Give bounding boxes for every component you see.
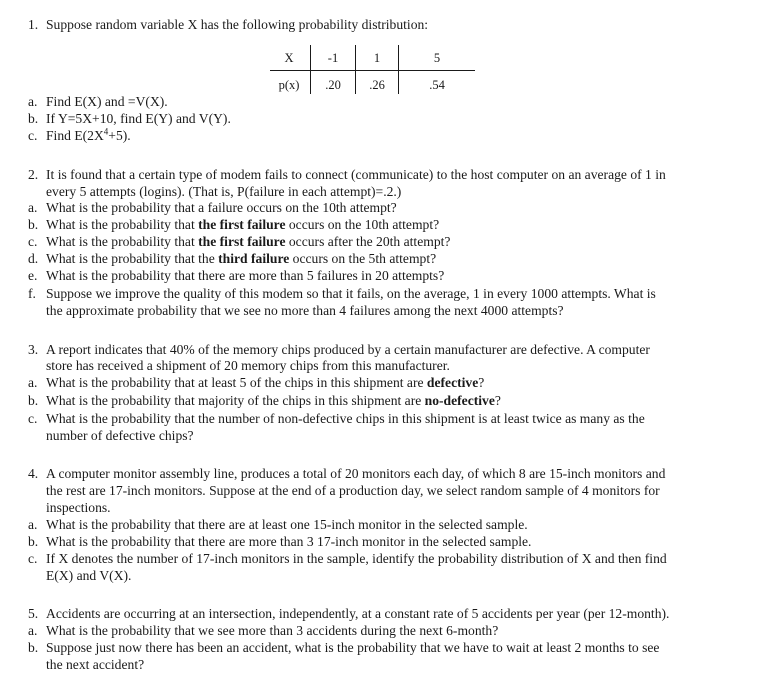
- part-letter: e.: [28, 268, 38, 283]
- part-letter: f.: [28, 286, 36, 301]
- part-letter: b.: [28, 111, 39, 126]
- problem-stem-line: store has received a shipment of 20 memory chips from this manufacturer.: [46, 358, 450, 373]
- table-cell-x: -1: [327, 51, 339, 65]
- part-text-bold: the first failure: [198, 217, 286, 232]
- problem-stem-line: A report indicates that 40% of the memory chips produced by a certain manufacturer are defective. A computer: [46, 342, 650, 357]
- part-text: [46, 234, 726, 251]
- table-row-label-p: p(x): [278, 78, 300, 92]
- part-text: Find E(X) and =V(X).: [46, 94, 168, 109]
- part-text: [46, 393, 726, 410]
- part-text-pre: What is the probability that: [46, 217, 199, 232]
- part-text-post: occurs on the 5th attempt?: [289, 251, 437, 266]
- part-text-line: Suppose just now there has been an accident, what is the probability that we have to wait at least 2 months to see: [46, 640, 660, 655]
- part-text: What is the probability that we see more than 3 accidents during the next 6-month?: [46, 623, 499, 638]
- table-cell-p: .54: [429, 78, 445, 92]
- problem-number: 4.: [28, 466, 39, 481]
- part-letter: b.: [28, 640, 39, 655]
- part-text-bold: the first failure: [198, 234, 286, 249]
- part-text: [46, 251, 726, 268]
- part-text-bold: third failure: [218, 251, 290, 266]
- part-text-line: the next accident?: [46, 657, 145, 672]
- table-cell-p: .26: [369, 78, 385, 92]
- problem-stem-line: the rest are 17-inch monitors. Suppose at the end of a production day, we select random sample of 4 monitors for: [46, 483, 660, 498]
- part-text-pre: What is the probability that majority of the chips in this shipment are: [46, 393, 425, 408]
- problem-number: 1.: [28, 17, 39, 32]
- part-letter: b.: [28, 393, 39, 408]
- part-letter: a.: [28, 517, 38, 532]
- part-text-post: occurs on the 10th attempt?: [285, 217, 440, 232]
- part-text-post: ?: [478, 375, 485, 390]
- problem-stem-line: It is found that a certain type of modem fails to connect (communicate) to the host computer on an average of 1 in: [46, 167, 666, 182]
- part-text-post: occurs after the 20th attempt?: [285, 234, 451, 249]
- table-row-label-x: X: [284, 51, 294, 65]
- part-text-post: ?: [494, 393, 501, 408]
- problem-number: 5.: [28, 606, 39, 621]
- table-header-rule: [270, 70, 475, 71]
- part-text-pre: What is the probability that: [46, 234, 199, 249]
- part-letter: c.: [28, 551, 38, 566]
- superscript-exponent: 4: [103, 126, 109, 137]
- part-text: [46, 217, 726, 234]
- problem-stem-line: A computer monitor assembly line, produces a total of 20 monitors each day, of which 8 are 15-inch monitors and: [46, 466, 666, 481]
- problem-number: 2.: [28, 167, 39, 182]
- problem-number: 3.: [28, 342, 39, 357]
- part-text: What is the probability that there are more than 3 17-inch monitor in the selected sample.: [46, 534, 532, 549]
- part-letter: a.: [28, 94, 38, 109]
- problem-stem: Accidents are occurring at an intersection, independently, at a constant rate of 5 accidents per year (per 12-month).: [46, 606, 670, 621]
- part-text-post: +5).: [108, 128, 131, 143]
- part-text: What is the probability that a failure occurs on the 10th attempt?: [46, 200, 397, 215]
- part-text-bold: defective: [426, 375, 479, 390]
- table-cell-x: 5: [433, 51, 441, 65]
- table-cell-x: 1: [373, 51, 381, 65]
- part-text-line: the approximate probability that we see no more than 4 failures among the next 4000 attempts?: [46, 303, 564, 318]
- part-text: If Y=5X+10, find E(Y) and V(Y).: [46, 111, 231, 126]
- part-letter: c.: [28, 411, 38, 426]
- part-letter: a.: [28, 375, 38, 390]
- part-letter: a.: [28, 200, 38, 215]
- part-text-line: E(X) and V(X).: [46, 568, 132, 583]
- part-text-line: What is the probability that the number of non-defective chips in this shipment is at least twice as many as the: [46, 411, 645, 426]
- problem-stem-line: inspections.: [46, 500, 111, 515]
- probability-table: [270, 44, 475, 94]
- part-text: What is the probability that there are more than 5 failures in 20 attempts?: [46, 268, 445, 283]
- part-letter: b.: [28, 217, 39, 232]
- part-text-line: number of defective chips?: [46, 428, 194, 443]
- part-text-line: If X denotes the number of 17-inch monitors in the sample, identify the probability distribution of X and then find: [46, 551, 667, 566]
- part-letter: d.: [28, 251, 39, 266]
- part-text: What is the probability that there are at least one 15-inch monitor in the selected sample.: [46, 517, 528, 532]
- part-letter: c.: [28, 128, 38, 143]
- problem-stem: Suppose random variable X has the following probability distribution:: [46, 17, 429, 32]
- problem-stem-line: every 5 attempts (logins). (That is, P(failure in each attempt)=.2.): [46, 184, 402, 199]
- part-text-bold: no-defective: [424, 393, 495, 408]
- part-letter: c.: [28, 234, 38, 249]
- part-text: [46, 375, 726, 392]
- table-cell-p: .20: [325, 78, 341, 92]
- part-text-pre: What is the probability that at least 5 of the chips in this shipment are: [46, 375, 427, 390]
- part-letter: b.: [28, 534, 39, 549]
- part-letter: a.: [28, 623, 38, 638]
- part-text-line: Suppose we improve the quality of this modem so that it fails, on the average, 1 in every 1000 attempts. What is: [46, 286, 656, 301]
- part-text-pre: What is the probability that the: [46, 251, 219, 266]
- part-text: [46, 128, 726, 145]
- part-text-pre: Find E(2X: [46, 128, 104, 143]
